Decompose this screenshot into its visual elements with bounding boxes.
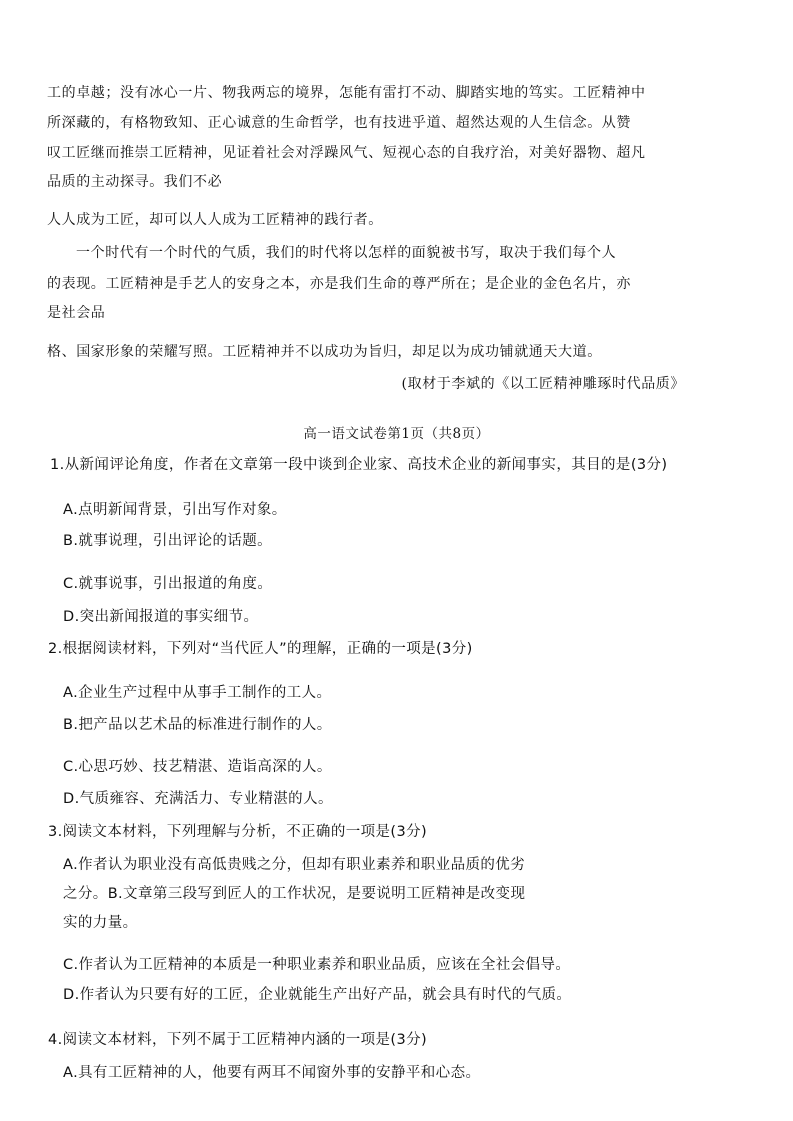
question-stem: 1.从新闻评论角度，作者在文章第一段中谈到企业家、高技术企业的新闻事实，其目的是(3分) xyxy=(50,457,668,473)
question-option: A.企业生产过程中从事手工制作的工人。 xyxy=(63,685,332,701)
question-stem: 2.根据阅读材料，下列对“当代匠人”的理解，正确的一项是(3分) xyxy=(48,641,473,657)
question-option: C.就事说事，引出报道的角度。 xyxy=(63,576,273,592)
passage-line: 叹工匠继而推崇工匠精神，见证着社会对浮躁风气、短视心态的自我疗治，对美好器物、超凡 xyxy=(47,145,646,161)
question-option: C.作者认为工匠精神的本质是一种职业素养和职业品质，应该在全社会倡导。 xyxy=(63,957,571,973)
passage-source: (取材于李斌的《以工匠精神雕琢时代品质》 xyxy=(401,376,685,392)
question-option: A.具有工匠精神的人，他要有两耳不闻窗外事的安静平和心态。 xyxy=(63,1065,481,1081)
passage-line: 工的卓越；没有冰心一片、物我两忘的境界，怎能有雷打不动、脚踏实地的笃实。工匠精神中 xyxy=(47,85,646,101)
question-option: 之分。B.文章第三段写到匠人的工作状况，是要说明工匠精神是改变现 xyxy=(63,886,526,902)
passage-line: 格、国家形象的荣耀写照。工匠精神并不以成功为旨归，却足以为成功铺就通天大道。 xyxy=(47,344,602,360)
question-stem: 3.阅读文本材料，下列理解与分析，不正确的一项是(3分) xyxy=(48,824,428,840)
question-stem: 4.阅读文本材料，下列不属于工匠精神内涵的一项是(3分) xyxy=(48,1032,428,1048)
question-option: D.作者认为只要有好的工匠，企业就能生产出好产品，就会具有时代的气质。 xyxy=(63,987,572,1003)
question-option: A.作者认为职业没有高低贵贱之分，但却有职业素养和职业品质的优劣 xyxy=(63,857,526,873)
passage-line: 所深藏的，有格物致知、正心诚意的生命哲学，也有技进乎道、超然达观的人生信念。从赞 xyxy=(47,115,631,131)
question-option: A.点明新闻背景，引出写作对象。 xyxy=(63,502,287,518)
passage-line: 的表现。工匠精神是手艺人的安身之本，亦是我们生命的尊严所在；是企业的金色名片，亦 xyxy=(47,276,631,292)
question-option: C.心思巧妙、技艺精湛、造诣高深的人。 xyxy=(63,759,332,775)
question-option: 实的力量。 xyxy=(63,915,138,931)
question-option: B.把产品以艺术品的标准进行制作的人。 xyxy=(63,717,332,733)
passage-line: 是社会品 xyxy=(47,305,106,321)
question-option: D.气质雍容、充满活力、专业精湛的人。 xyxy=(63,791,333,807)
question-option: B.就事说理，引出评论的话题。 xyxy=(63,533,273,549)
passage-line: 人人成为工匠，却可以人人成为工匠精神的践行者。 xyxy=(47,212,383,228)
page-header: 高一语文试卷第1页（共8页） xyxy=(303,426,490,442)
passage-line: 品质的主动探寻。我们不必 xyxy=(47,174,223,190)
question-option: D.突出新闻报道的事实细节。 xyxy=(63,609,259,625)
passage-line: 一个时代有一个时代的气质，我们的时代将以怎样的面貌被书写，取决于我们每个人 xyxy=(76,245,617,261)
